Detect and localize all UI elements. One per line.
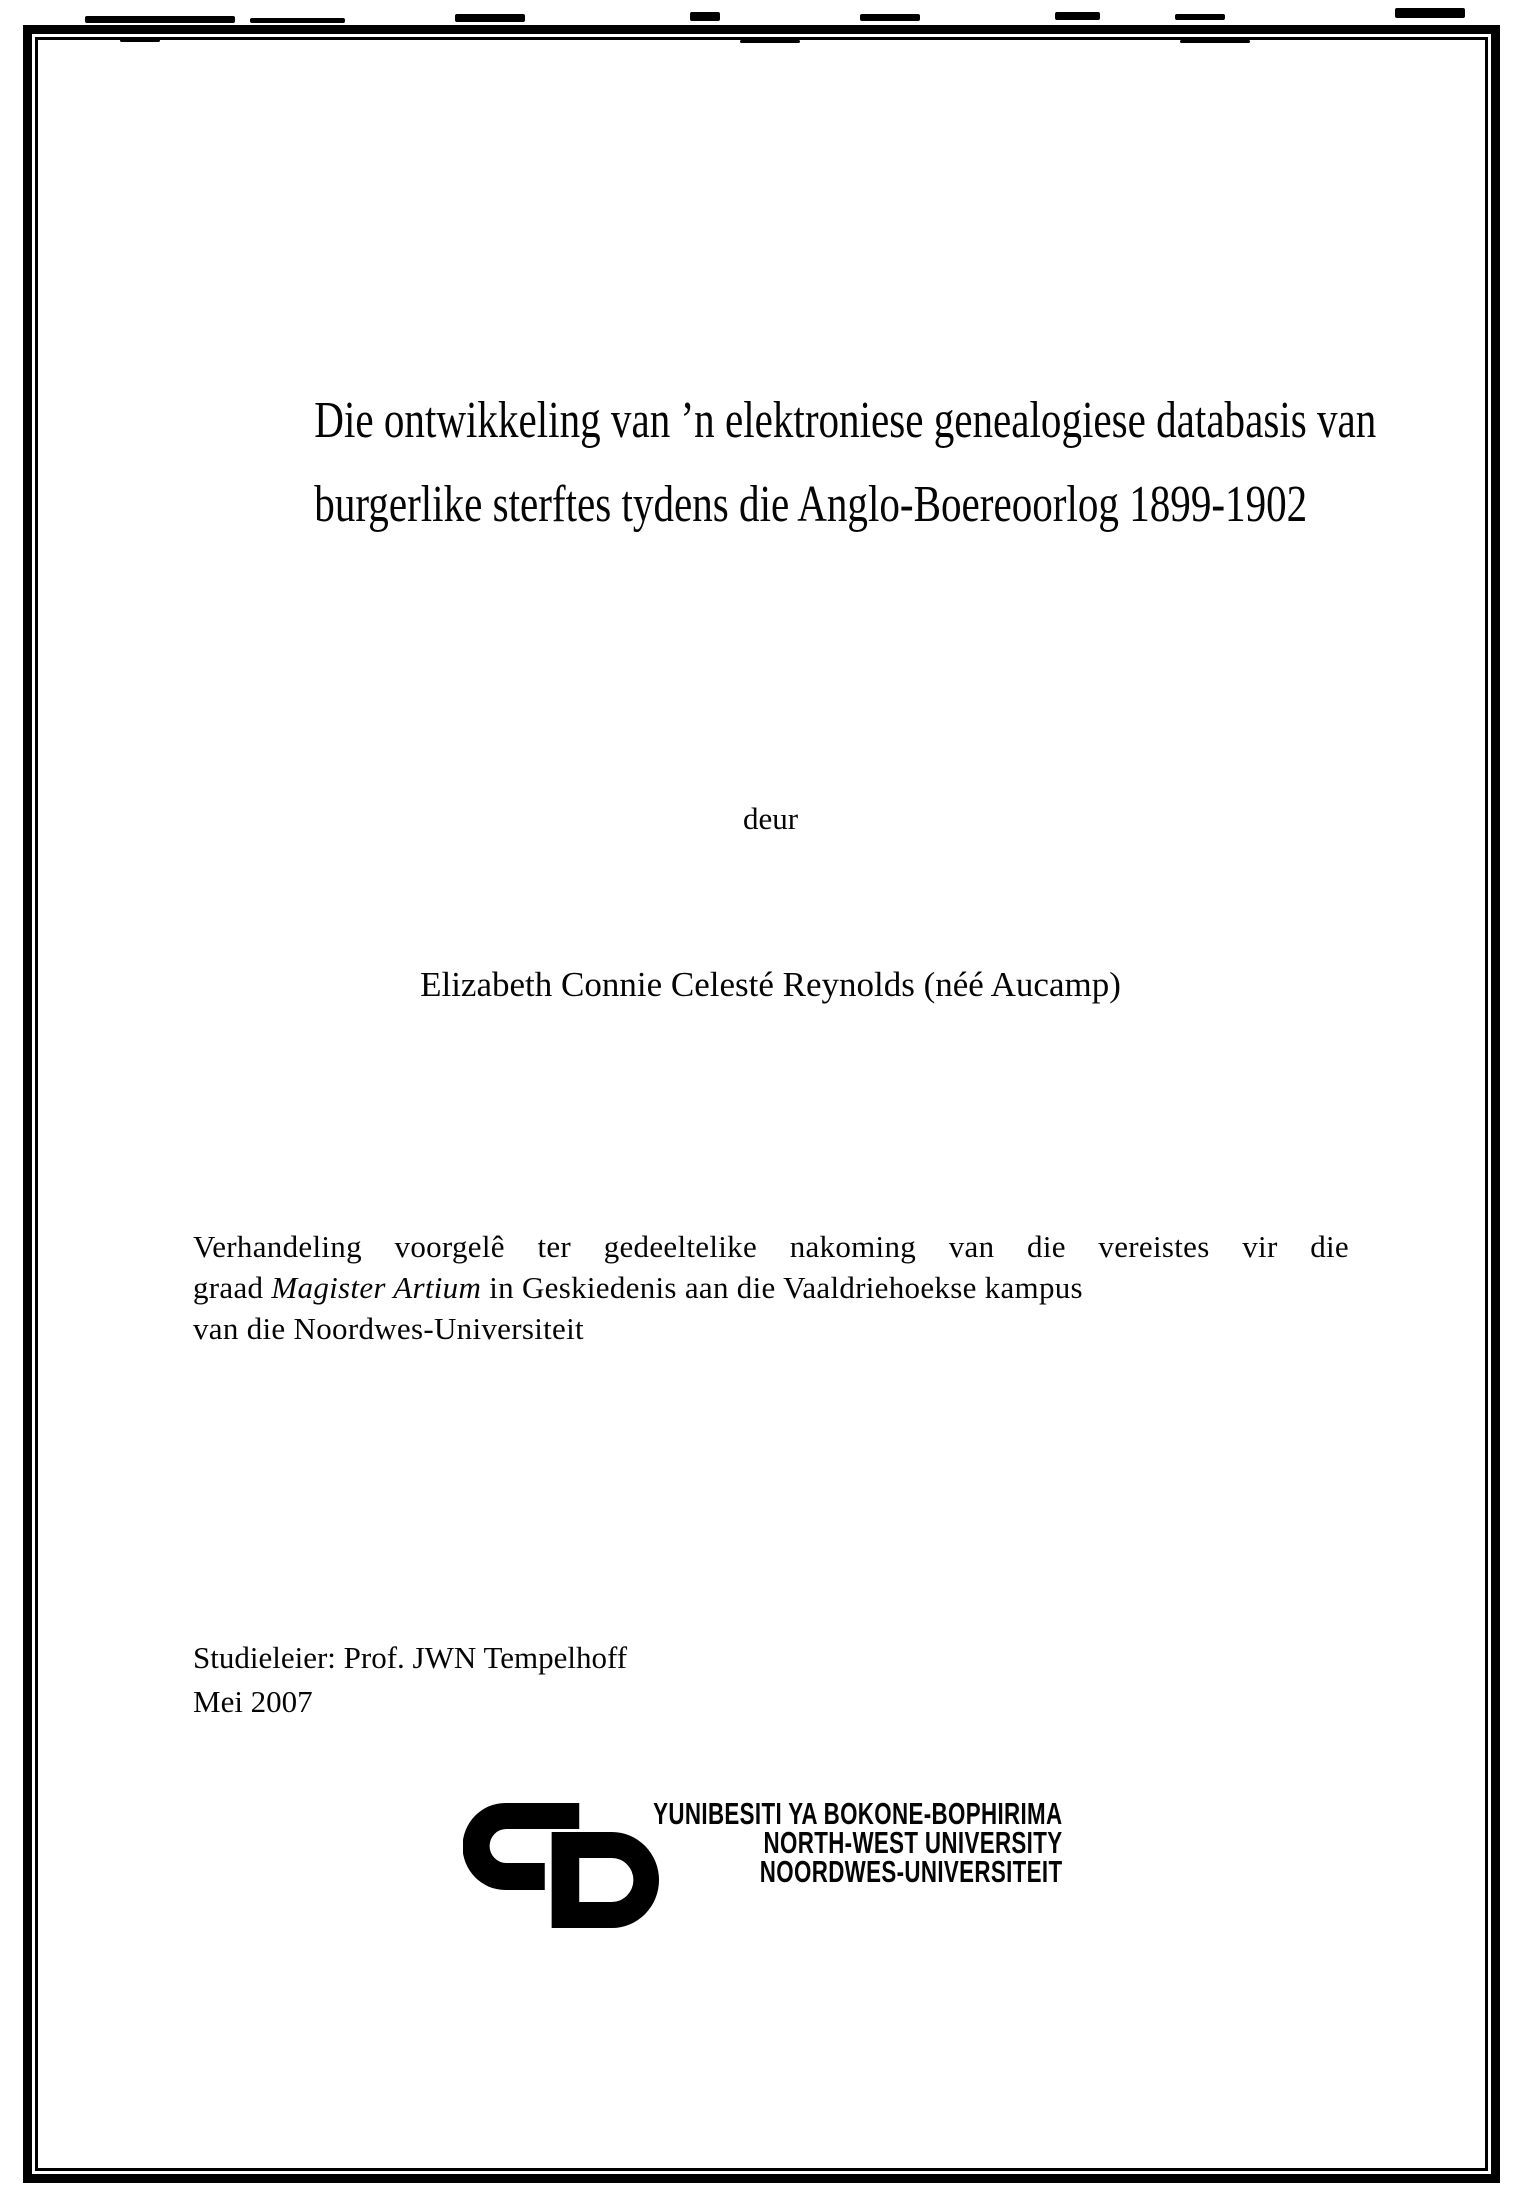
nwu-logo-wordmark xyxy=(652,1796,1062,1889)
scan-artifact xyxy=(85,16,235,23)
statement-degree-italic: Magister Artium xyxy=(271,1270,482,1305)
author-name: Elizabeth Connie Celesté Reynolds (néé Aucamp) xyxy=(420,965,1121,1004)
supervisor-block xyxy=(193,1636,1093,1724)
scan-artifact xyxy=(860,14,920,21)
thesis-title xyxy=(193,379,1377,547)
statement-line-2 xyxy=(193,1267,1349,1308)
logo-line-afrikaans: NOORDWES-UNIVERSITEIT xyxy=(759,1854,1062,1889)
title-line-2: burgerlike sterftes tydens die Anglo-Boereoorlog 1899-1902 xyxy=(314,476,1308,533)
logo-line-setswana: YUNIBESITI YA BOKONE-BOPHIRIMA xyxy=(652,1796,1062,1831)
thesis-statement xyxy=(193,1226,1349,1349)
scan-artifact xyxy=(690,12,720,21)
scan-artifact xyxy=(455,14,525,22)
date-line: Mei 2007 xyxy=(193,1684,313,1719)
scan-artifact xyxy=(1055,12,1100,20)
byline-deur: deur xyxy=(742,801,799,836)
scan-artifact xyxy=(1175,14,1225,20)
nwu-logo-icon xyxy=(463,1803,660,1928)
statement-line-2-prefix: graad xyxy=(193,1270,272,1305)
statement-line-3: van die Noordwes-Universiteit xyxy=(193,1311,584,1346)
logo-line-english: NORTH-WEST UNIVERSITY xyxy=(763,1825,1062,1860)
scan-artifact xyxy=(1395,8,1465,18)
supervisor-line: Studieleier: Prof. JWN Tempelhoff xyxy=(193,1640,628,1675)
statement-line-2-suffix: in Geskiedenis aan die Vaaldriehoekse kampus xyxy=(481,1270,1083,1305)
statement-line-1: Verhandeling voorgelê ter gedeeltelike nakoming van die vereistes vir die xyxy=(193,1229,1349,1264)
scan-artifact xyxy=(250,18,345,23)
title-line-1: Die ontwikkeling van ’n elektroniese genealogiese databasis van xyxy=(314,392,1377,449)
